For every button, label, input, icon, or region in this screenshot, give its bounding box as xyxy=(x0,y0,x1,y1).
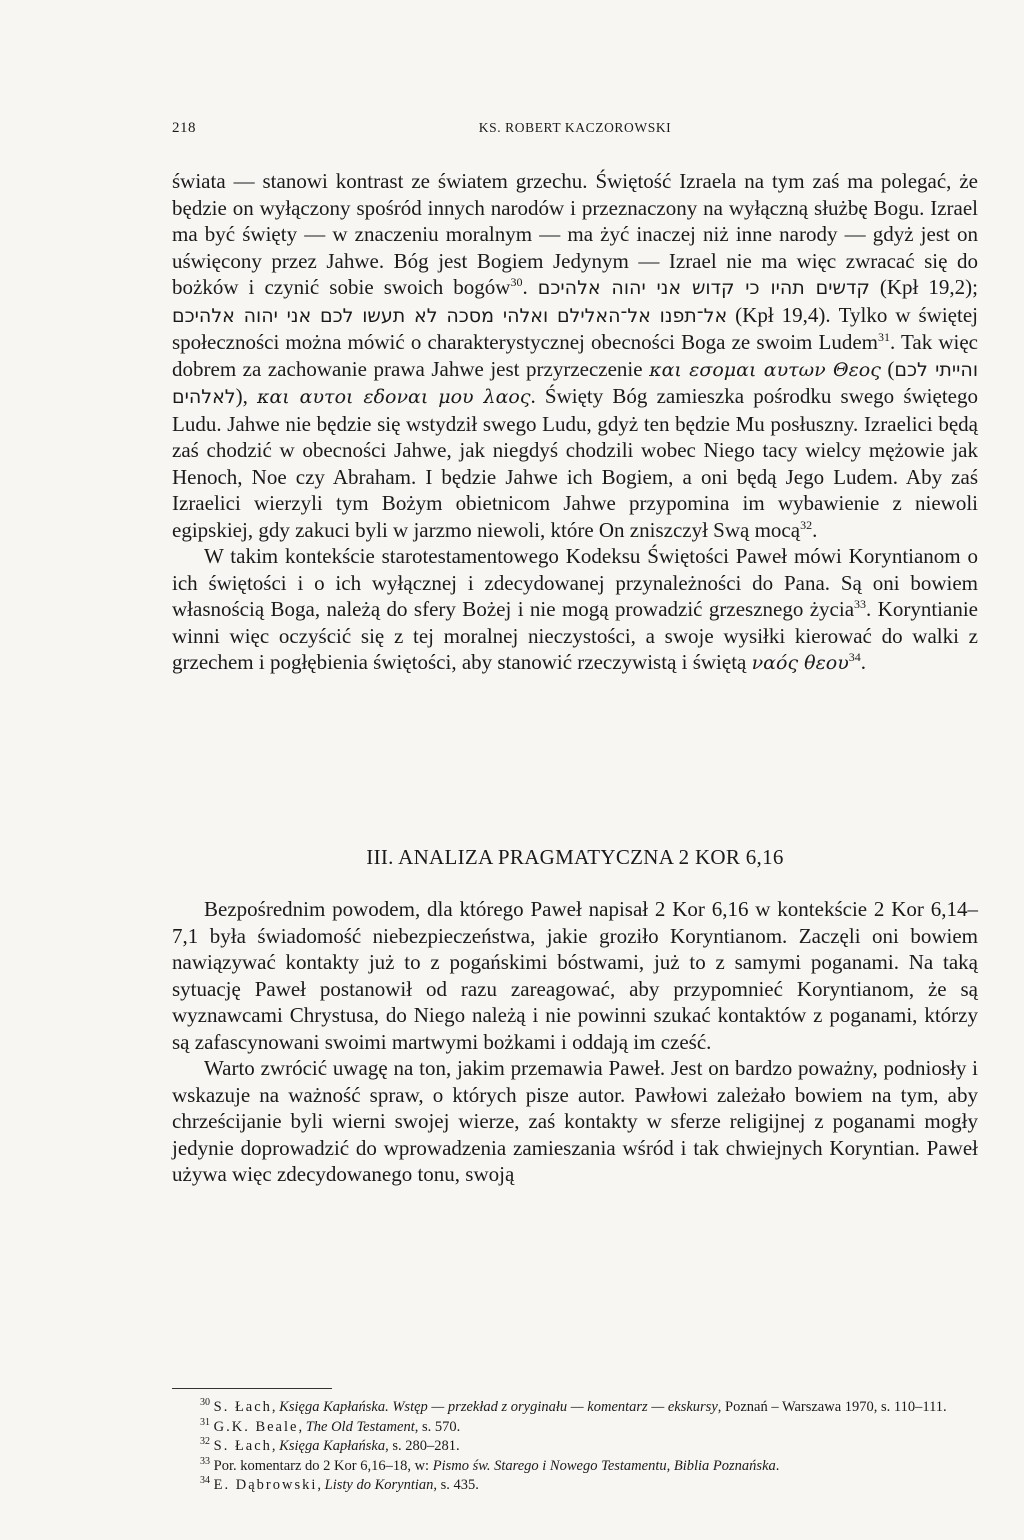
footnote-32: $^{32}$ S. Łach, Księga Kapłańska, s. 280–281. xyxy=(200,1436,460,1454)
footnote-ref-34: 34 xyxy=(848,650,861,664)
paragraph-3: Bezpośrednim powodem, dla którego Paweł napisał 2 Kor 6,16 w kontekście 2 Kor 6,14–7,1 była świadomość niebezpieczeństwa, jakie groziło Koryntianom. Zaczęli oni bowiem nawiązywać kontakty już to z pogańskimi bóstwami, już to z samymi poganami. Na taką sytuację Paweł postanowił od razu zareagować, aby przypomnieć Koryntianom, że są wyznawcami Chrystusa, do Niego należą i nie powinni szukać kontaktów z poganami, którzy są zafascynowani swoimi martwymi bożkami i oddają im cześć. xyxy=(172,897,978,1054)
footnote-33: $^{33}$ Por. komentarz do 2 Kor 6,16–18, w: Pismo św. Starego i Nowego Testamentu, Biblia Poznańska. xyxy=(200,1455,780,1474)
paragraph-1: świata — stanowi kontrast ze światem grzechu. Świętość Izraela na tym zaś ma polegać, że będzie on wyłączony spośród innych narodów i przeznaczony na wyłączną służbę Bogu. Izrael ma być święty — w znaczeniu moralnym — ma żyć inaczej niż inne narody — gdyż jest on uświęcony przez Jahwe. Bóg jest Bogiem Jedynym — Izrael nie ma więc zwracać się do bożków i czynić sobie swoich bogów$^{30}$. קדשים תהיו כי קדוש אני יהוה אלהיכם (Kpł 19,2); אל־תפנו אל־האלילם ואלהי מסכה לא תעשו לכם אני יהוה אלהיכם (Kpł 19,4). Tylko w świętej społeczności można mówić o charakterystycznej obecności Boga ze swoim Ludem$^{31}$. Tak więc dobrem za zachowanie prawa Jahwe jest przyrzeczenie και εσομαι αυτων Θεος (והייתי לכם לאלהים), και αυτοι εδοναι μου λαος. Święty Bóg zamieszka pośrodku swego świętego Ludu. Jahwe nie będzie się wstydził swego Ludu, gdyż ten będzie Mu posłuszny. Izraelici będą zaś chodzić w obecności Jahwe, jak niegdyś chodzili wobec Niego tacy wielcy mężowie jak Henoch, Noe czy Abraham. I będzie Jahwe ich Bogiem, a oni będą Jego Ludem. Aby zaś Izraelici wierzyli tym Bożym obietnicom Jahwe przypomina im wybawienie z niewoli egipskiej, gdy zakuci byli w jarzmo niewoli, które On zniszczył Swą mocą$^{32}$. xyxy=(172,169,979,542)
footnote-ref-33: 33 xyxy=(854,597,867,611)
hebrew-quote: קדשים תהיו כי קדוש אני יהוה אלהיכם xyxy=(537,277,870,299)
footnote-30: $^{30}$ S. Łach, Księga Kapłańska. Wstęp — przekład z oryginału — komentarz — ekskursy, Poznań – Warszawa 1970, s. 110–111. xyxy=(200,1397,947,1415)
footnotes xyxy=(172,1398,978,1496)
greek-quote: και εσομαι αυτων Θεος xyxy=(649,358,881,381)
main-text-top xyxy=(172,168,978,677)
footnote-ref-31: 31 xyxy=(878,330,891,344)
page-number: 218 xyxy=(172,120,196,136)
main-text-bottom xyxy=(172,896,978,1188)
hebrew-quote: אל־תפנו אל־האלילם ואלהי מסכה לא תעשו לכם אני יהוה אלהיכם xyxy=(172,304,728,327)
greek-quote: και αυτοι εδοναι μου λαος xyxy=(256,386,531,408)
section-heading: III. ANALIZA PRAGMATYCZNA 2 KOR 6,16 xyxy=(366,845,784,869)
paragraph-4: Warto zwrócić uwagę na ton, jakim przemawia Paweł. Jest on bardzo poważny, podniosły i wskazuje na ważność spraw, o których pisze autor. Pawłowi zależało bowiem na tym, aby chrześcijanie byli wierni swojej wierze, zaś kontakty w sferze religijnej z poganami mogły jedynie doprowadzić do wprowadzenia zamieszania wśród i tak chwiejnych Koryntian. Paweł używa więc zdecydowanego tonu, swoją xyxy=(172,1056,978,1186)
hebrew-quote: והייתי לכם לאלהים xyxy=(172,358,978,408)
footnote-ref-32: 32 xyxy=(800,517,813,532)
footnote-31: $^{31}$ G.K. Beale, The Old Testament, s. 570. xyxy=(200,1416,461,1435)
footnote-ref-30: 30 xyxy=(510,275,523,289)
paragraph-2: W takim kontekście starotestamentowego Kodeksu Świętości Paweł mówi Koryntianom o ich świętości i o ich wyłącznej i zdecydowanej przynależności do Pana. Są oni bowiem własnością Boga, należą do sfery Bożej i nie mogą prowadzić grzesznego życia$^{33}$. Koryntianie winni więc oczyścić się z tej moralnej nieczystości, a swoje wysiłki kierować do walki z grzechem i pogłębienia świętości, aby stanowić rzeczywistą i świętą ναός θεου$^{34}$. xyxy=(172,544,978,674)
running-head-author: KS. ROBERT KACZOROWSKI xyxy=(478,120,672,135)
footnote-34: $^{34}$ E. Dąbrowski, Listy do Koryntian, s. 435. xyxy=(200,1475,479,1493)
greek-quote: ναός θεου xyxy=(751,652,849,674)
footnote-divider xyxy=(172,1388,332,1389)
